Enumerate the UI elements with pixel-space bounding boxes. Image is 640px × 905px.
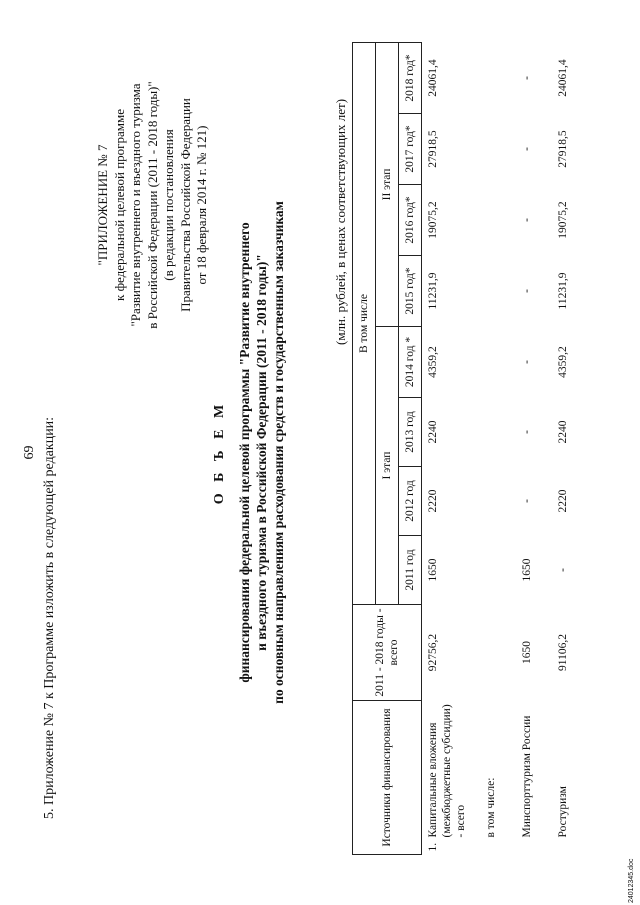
- table-row: [552, 43, 588, 855]
- header-year: 2013 год: [399, 398, 422, 467]
- header-year: 2017 год*: [399, 114, 422, 185]
- header-stage-1: I этап: [376, 327, 399, 605]
- row-value: 2220: [556, 489, 569, 513]
- row-value: 4359,2: [427, 346, 439, 378]
- appendix-header: [95, 25, 211, 385]
- row-value: 24061,4: [427, 59, 439, 97]
- table-row: [516, 43, 552, 855]
- row-value: 19075,2: [427, 201, 439, 239]
- appendix-line: "Развитие внутреннего и въездного туризма: [128, 83, 143, 327]
- row-value: [480, 467, 516, 536]
- header-year: 2012 год: [399, 467, 422, 536]
- header-total: 2011 - 2018 годы - всего: [353, 605, 422, 701]
- row-value: -: [520, 499, 533, 503]
- header-year: 2015 год*: [399, 256, 422, 327]
- row-value: [480, 327, 516, 398]
- row-number: [556, 838, 570, 852]
- appendix-line: (в редакции постановления: [161, 129, 176, 281]
- title-heading: О Б Ъ Е М: [212, 400, 227, 505]
- row-value: -: [520, 289, 533, 293]
- row-source: [422, 701, 480, 855]
- header-year: 2011 год: [399, 536, 422, 605]
- row-value: 2220: [427, 489, 439, 513]
- row-label: Минспорттуризм России: [520, 715, 533, 838]
- appendix-line: к федеральной целевой программе: [111, 109, 127, 301]
- row-value: 1650: [520, 558, 533, 582]
- row-value: 1650: [427, 558, 439, 582]
- header-source: Источники финансирования: [353, 701, 422, 855]
- title-line: и въездного туризма в Российской Федерации (2011 - 2018 годы)": [254, 254, 269, 651]
- title-line: финансирования федеральной целевой программы "Развитие внутреннего: [237, 222, 252, 683]
- row-value: 2240: [427, 420, 439, 444]
- appendix-line: в Российской Федерации (2011 - 2018 годы)": [144, 81, 160, 329]
- page-number: 69: [22, 445, 37, 460]
- row-number: 1.: [427, 842, 439, 852]
- header-year: 2014 год *: [399, 327, 422, 398]
- row-source: [480, 701, 516, 855]
- document-title: [212, 0, 287, 905]
- table-row: [480, 43, 516, 855]
- appendix-line: "ПРИЛОЖЕНИЕ № 7: [95, 144, 110, 266]
- row-value: [480, 114, 516, 185]
- row-value: 19075,2: [556, 201, 569, 239]
- row-value: 27918,5: [427, 130, 439, 168]
- row-value: 24061,4: [556, 59, 569, 97]
- header-stage-2: II этап: [376, 43, 399, 327]
- row-source: [516, 701, 552, 855]
- intro-text: 5. Приложение № 7 к Программе изложить в следующей редакции:: [42, 416, 57, 819]
- row-value: 11231,9: [556, 272, 569, 310]
- file-name-footer: 24012345.doc: [628, 858, 635, 903]
- row-total: 1650: [520, 641, 533, 664]
- header-year: 2016 год*: [399, 185, 422, 256]
- row-total: 91106,2: [556, 634, 569, 671]
- row-value: [480, 398, 516, 467]
- row-total: 92756,2: [427, 633, 439, 672]
- row-value: [480, 256, 516, 327]
- units-note: (млн. рублей, в ценах соответствующих лет): [333, 98, 348, 345]
- appendix-line: от 18 февраля 2014 г. № 121): [194, 125, 209, 285]
- row-value: [480, 536, 516, 605]
- row-number: [520, 838, 534, 852]
- header-year: 2018 год*: [399, 43, 422, 114]
- row-value: [480, 185, 516, 256]
- appendix-line: Правительства Российской Федерации: [177, 98, 193, 312]
- row-value: [480, 43, 516, 114]
- row-value: -: [520, 218, 533, 222]
- row-label: Ростуризм: [556, 786, 569, 838]
- row-total: [480, 605, 516, 701]
- row-number: [484, 838, 498, 852]
- row-value: 27918,5: [556, 130, 569, 168]
- row-value: 4359,2: [556, 346, 569, 378]
- financing-table: [352, 42, 588, 855]
- row-value: -: [520, 76, 533, 80]
- header-in-that-number: В том числе: [353, 43, 376, 605]
- row-value: -: [520, 147, 533, 151]
- row-value: 2240: [556, 420, 569, 444]
- row-value: 11231,9: [427, 272, 439, 310]
- row-label: Капитальные вложения (межбюджетные субсидии) - всего: [427, 704, 467, 838]
- row-value: -: [520, 430, 533, 434]
- row-value: -: [556, 568, 569, 572]
- row-label: в том числе:: [484, 777, 497, 838]
- row-source: [552, 701, 588, 855]
- title-line: по основным направлениям расходования средств и государственным заказчикам: [271, 201, 286, 704]
- row-value: -: [520, 360, 533, 364]
- table-row: [422, 43, 480, 855]
